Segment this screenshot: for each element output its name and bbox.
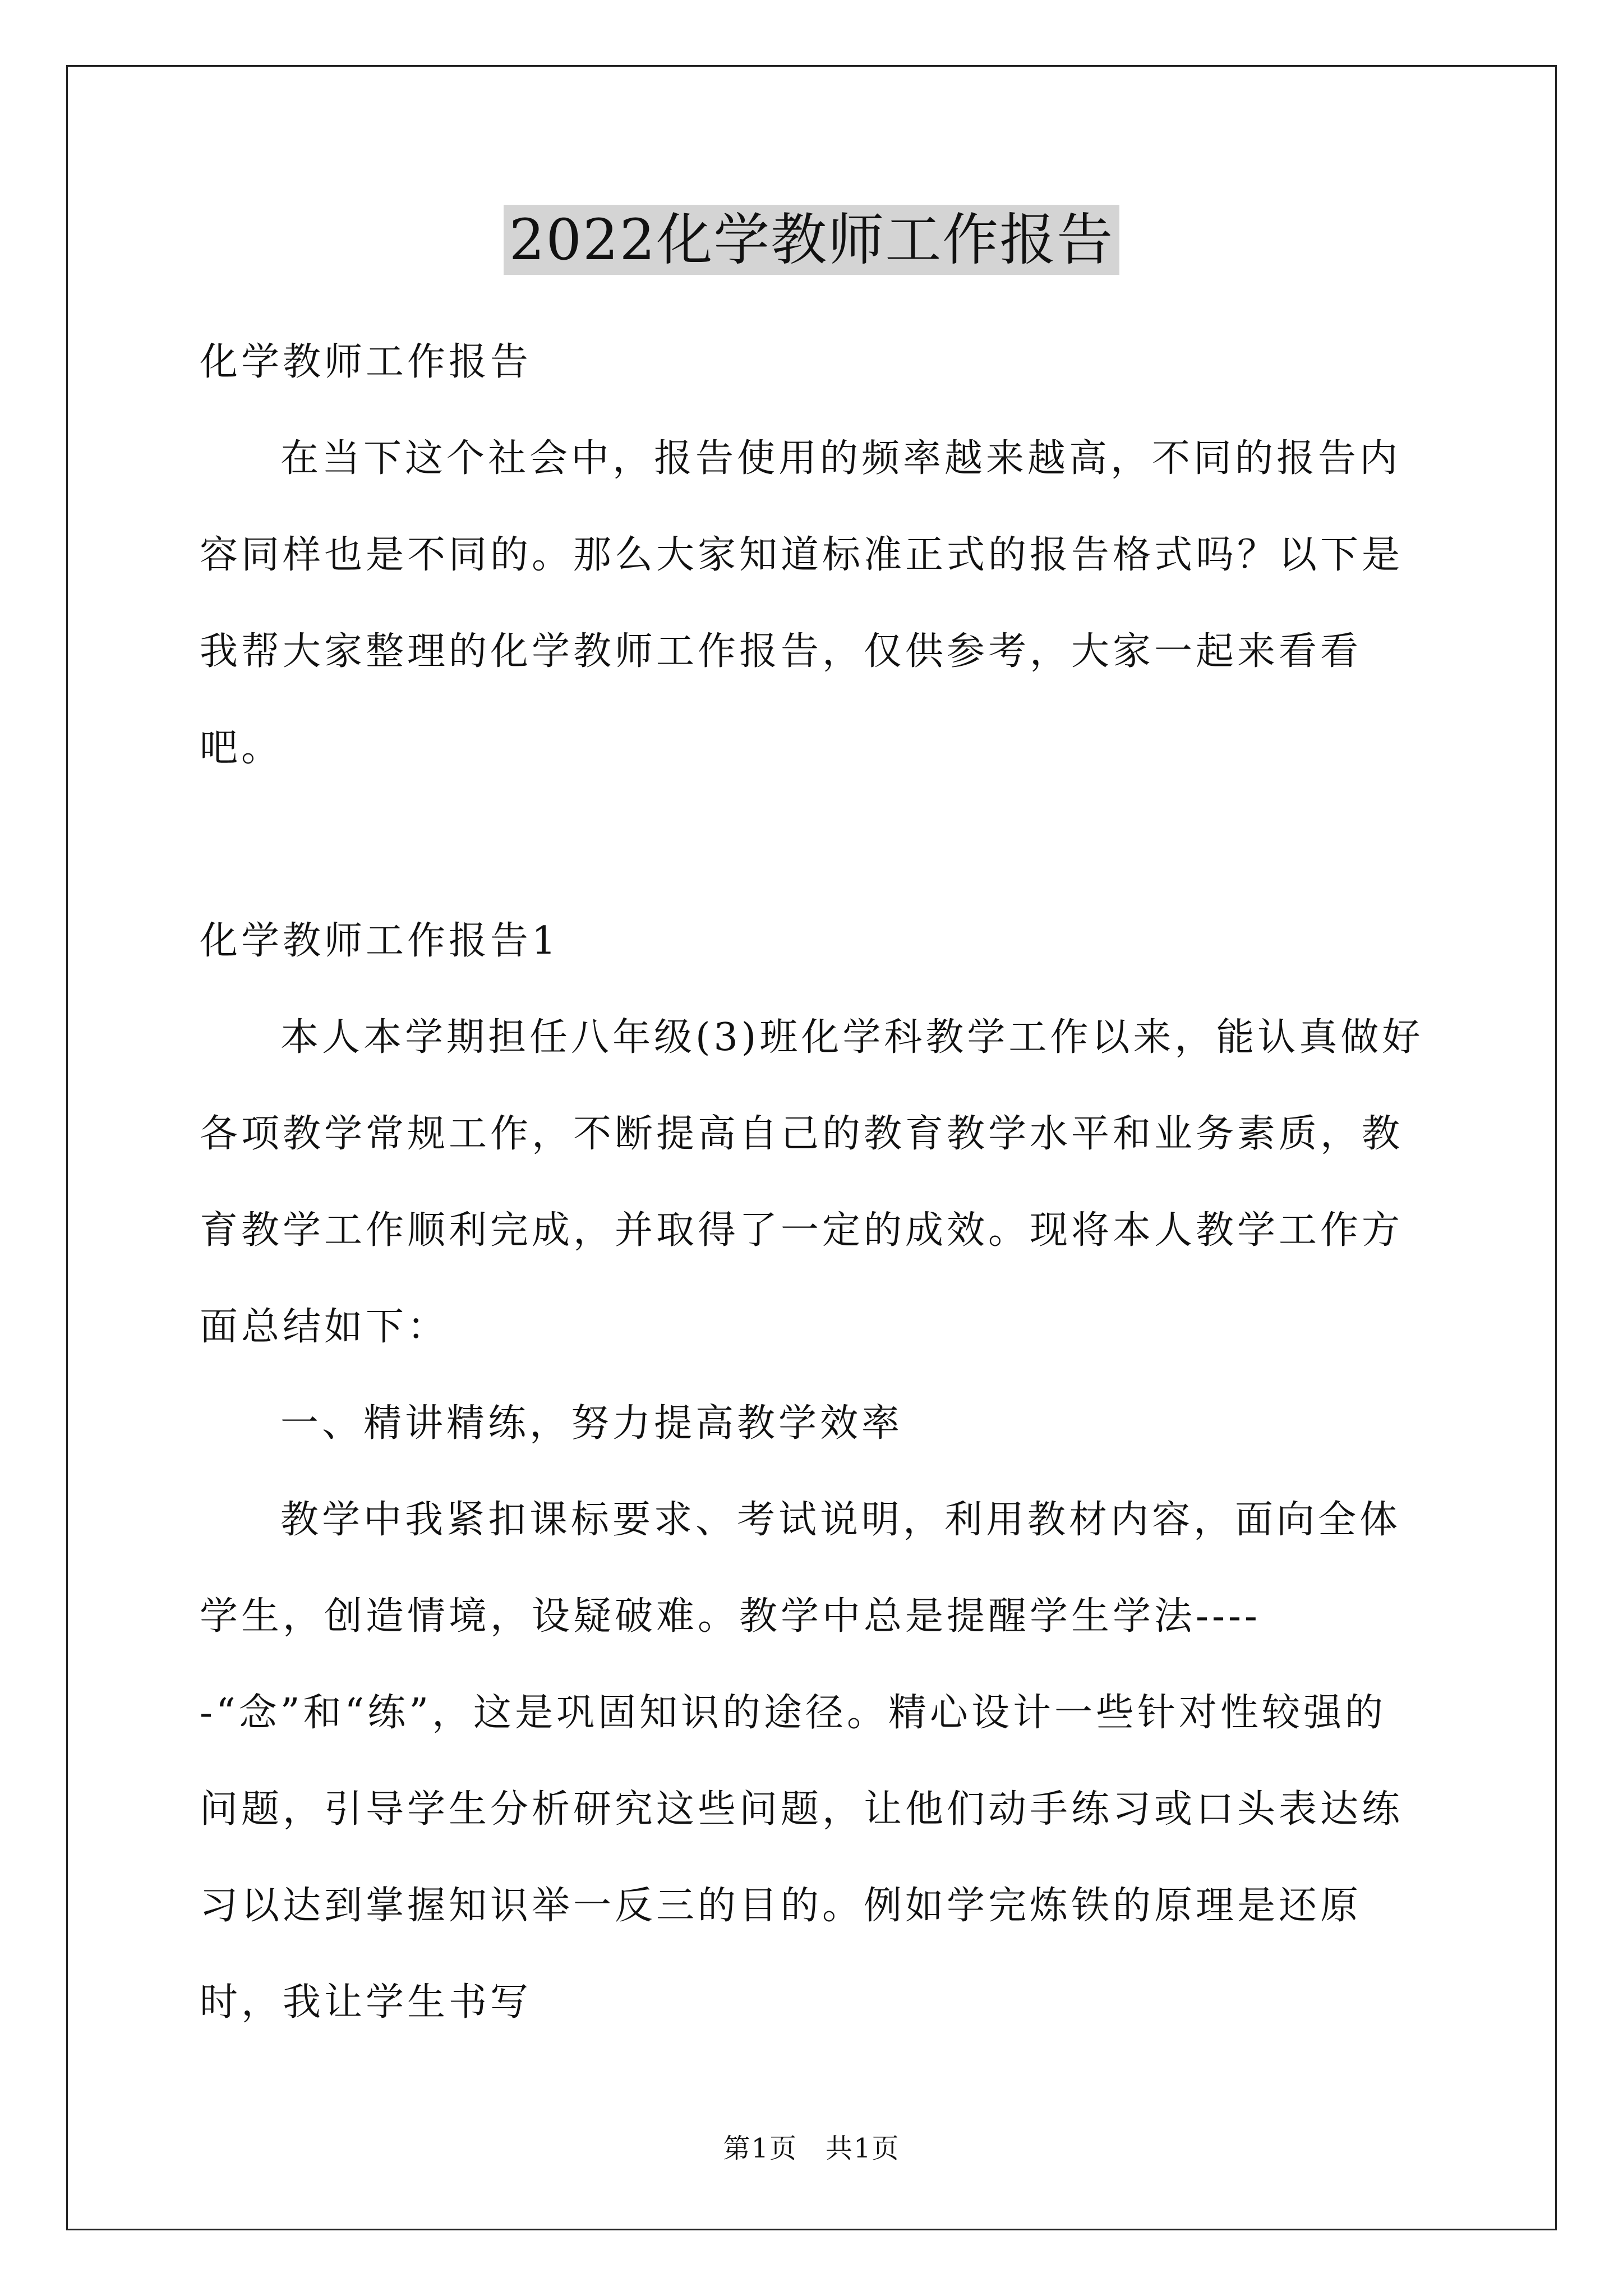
document-title-text: 2022化学教师工作报告 — [504, 205, 1120, 275]
document-subtitle: 化学教师工作报告 — [200, 340, 532, 384]
page-footer: 第1页 共1页 — [723, 2133, 900, 2164]
body-paragraph: 教学中我紧扣课标要求、考试说明，利用教材内容，面向全体学生，创造情境，设疑破难。教学中总是提醒学生学法-----“念”和“练”，这是巩固知识的途径。精心设计一些针对性较强的问题，引导学生分析研究这些问题，让他们动手练习或口头表达练习以达到掌握知识举一反三的目的。例如学完炼铁的原理是还原时，我让学生书写 — [200, 1498, 1404, 2024]
subsection-heading: 一、精讲精练，努力提高教学效率 — [280, 1401, 903, 1446]
section-heading: 化学教师工作报告1 — [200, 919, 560, 963]
body-paragraph: 本人本学期担任八年级(3)班化学科教学工作以来，能认真做好各项教学常规工作，不断提高自己的教育教学水平和业务素质，教育教学工作顺利完成，并取得了一定的成效。现将本人教学工作方面总结如下： — [200, 1015, 1424, 1349]
document-title — [0, 201, 1623, 279]
intro-paragraph: 在当下这个社会中，报告使用的频率越来越高，不同的报告内容同样也是不同的。那么大家知道标准正式的报告格式吗？以下是我帮大家整理的化学教师工作报告，仅供参考，大家一起来看看吧。 — [200, 436, 1404, 770]
document-body — [200, 314, 1428, 2051]
